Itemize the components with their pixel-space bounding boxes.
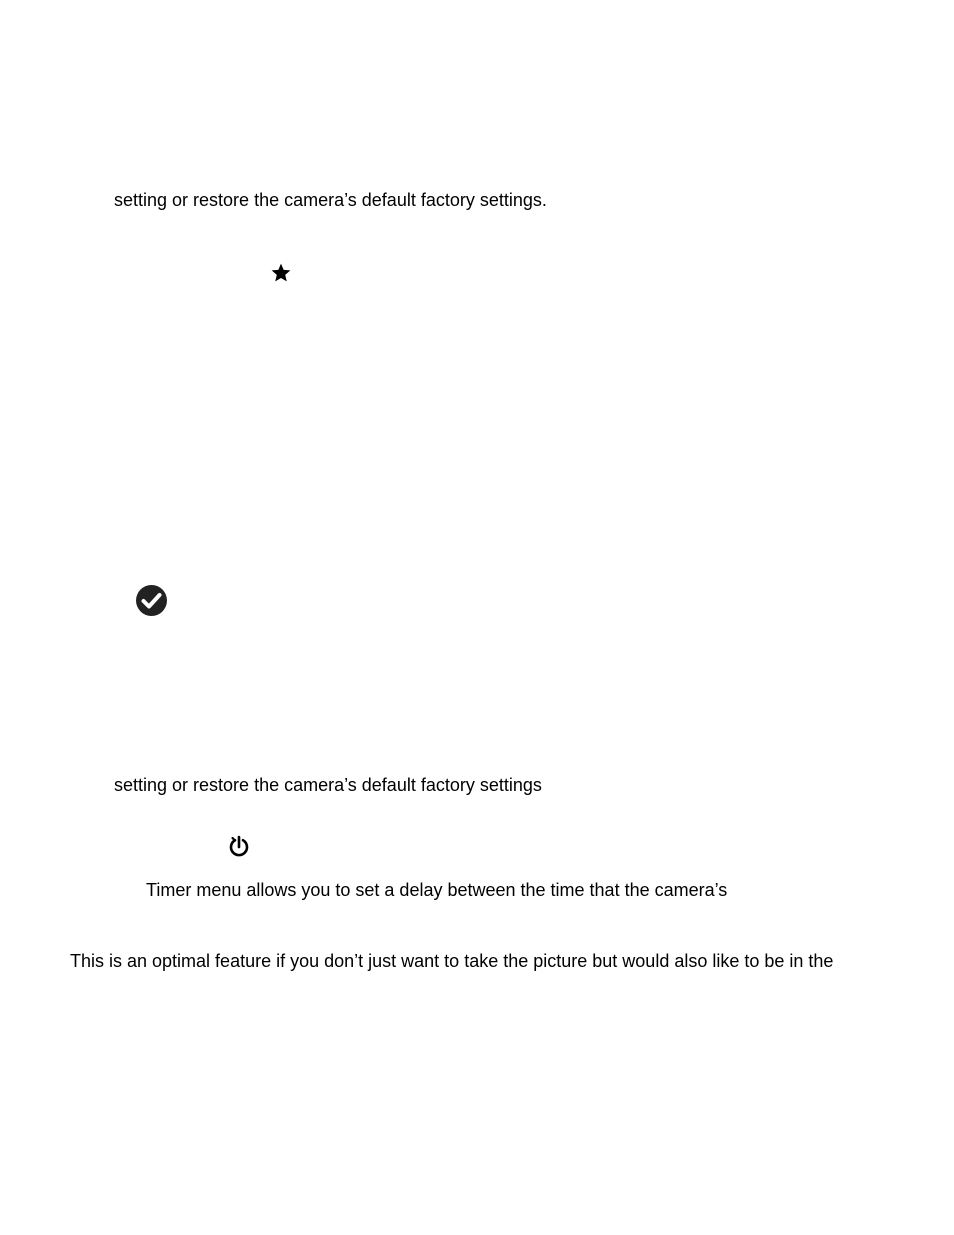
timer-menu-description: Timer menu allows you to set a delay between the time that the camera’s bbox=[146, 880, 728, 900]
check-circle-icon bbox=[135, 584, 168, 617]
timer-feature-description: This is an optimal feature if you don’t just want to take the picture but would also like to be in the bbox=[70, 951, 834, 971]
star-icon bbox=[270, 262, 292, 284]
settings-note-line-2: setting or restore the camera’s default factory settings bbox=[114, 775, 542, 795]
settings-note-line-1: setting or restore the camera’s default factory settings. bbox=[114, 190, 547, 210]
self-timer-icon bbox=[227, 834, 251, 858]
